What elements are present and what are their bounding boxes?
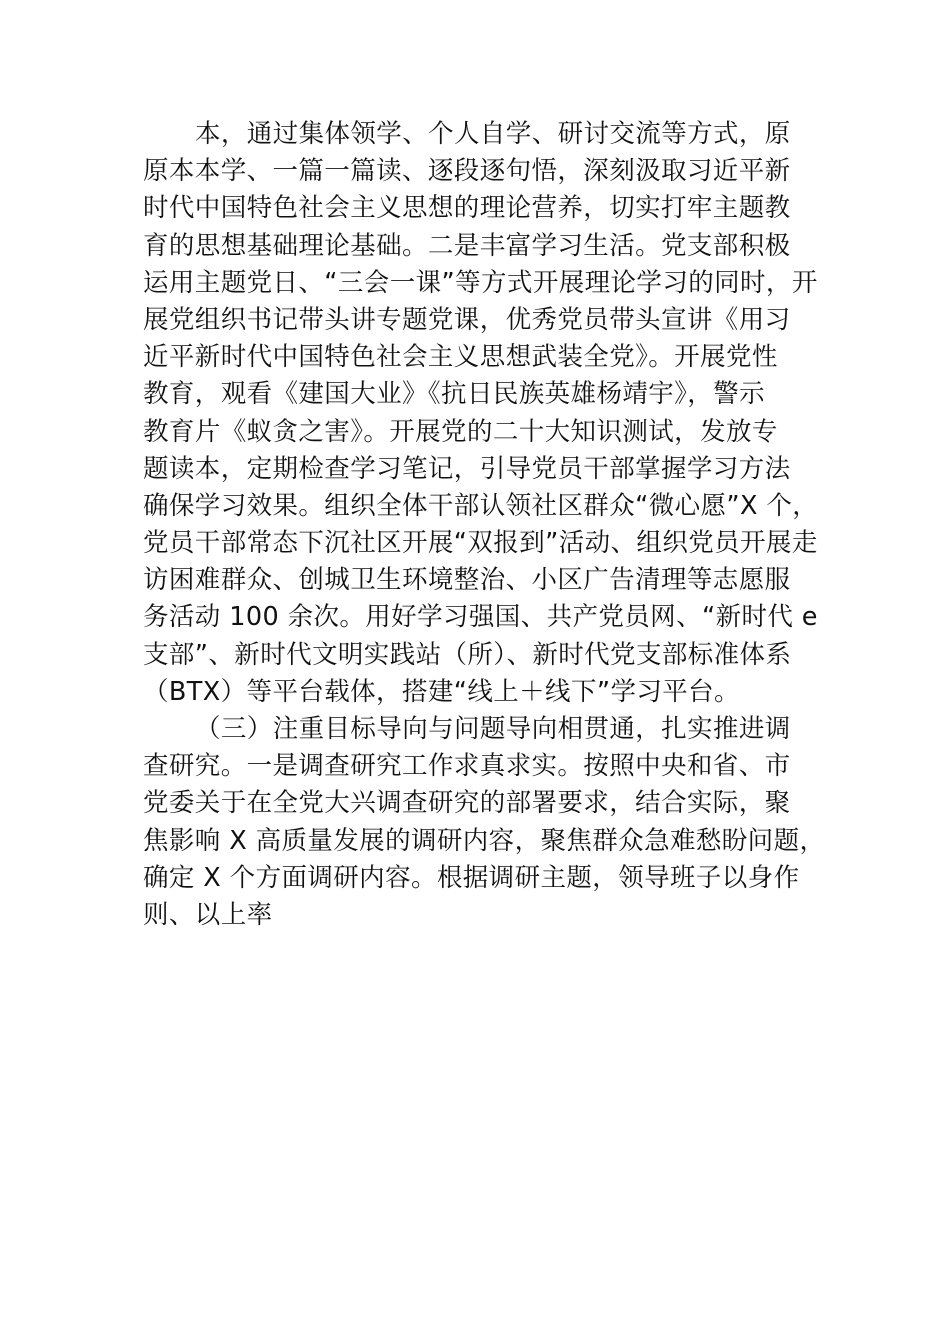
text-line: 教育片《蚁贪之害》。开展党的二十大知识测试，发放专 <box>143 416 778 447</box>
text-line: 教育，观看《建国大业》《抗日民族英雄杨靖宇》，警示 <box>143 379 766 410</box>
text-line: 确定 X 个方面调研内容。根据调研主题，领导班子以身作 <box>143 862 800 893</box>
text-line: （BTX）等平台载体，搭建“线上＋线下”学习平台。 <box>143 676 740 707</box>
text-line: 时代中国特色社会主义思想的理论营养，切实打牢主题教 <box>143 193 791 224</box>
text-line: 党委关于在全党大兴调查研究的部署要求，结合实际，聚 <box>143 788 791 819</box>
text-line: 党员干部常态下沉社区开展“双报到”活动、组织党员开展走 <box>143 528 818 559</box>
text-line: 展党组织书记带头讲专题党课，优秀党员带头宣讲《用习 <box>143 304 791 335</box>
text-line-paragraph-start: （三）注重目标导向与问题导向相贯通，扎实推进调 <box>195 714 791 744</box>
text-line: 确保学习效果。组织全体干部认领社区群众“微心愿”X 个， <box>143 490 819 521</box>
text-line: 则、以上率 <box>143 899 273 930</box>
text-line: 近平新时代中国特色社会主义思想武装全党》。开展党性 <box>143 342 778 373</box>
text-line: 查研究。一是调查研究工作求真求实。按照中央和省、市 <box>143 751 791 782</box>
text-line: 访困难群众、创城卫生环境整治、小区广告清理等志愿服 <box>143 565 791 596</box>
text-line: 焦影响 X 高质量发展的调研内容，聚焦群众急难愁盼问题， <box>143 825 826 856</box>
text-line: 支部”、新时代文明实践站（所）、新时代党支部标准体系 <box>143 639 792 670</box>
text-line-paragraph-start: 本，通过集体领学、个人自学、研讨交流等方式，原 <box>195 119 791 149</box>
text-line: 题读本，定期检查学习笔记，引导党员干部掌握学习方法 <box>143 453 791 484</box>
text-line: 原本本学、一篇一篇读、逐段逐句悟，深刻汲取习近平新 <box>143 156 791 187</box>
text-line: 务活动 100 余次。用好学习强国、共产党员网、“新时代 e <box>143 602 818 633</box>
body-text <box>143 116 833 934</box>
text-line: 育的思想基础理论基础。二是丰富学习生活。党支部积极 <box>143 230 791 261</box>
text-line: 运用主题党日、“三会一课”等方式开展理论学习的同时，开 <box>143 267 818 298</box>
